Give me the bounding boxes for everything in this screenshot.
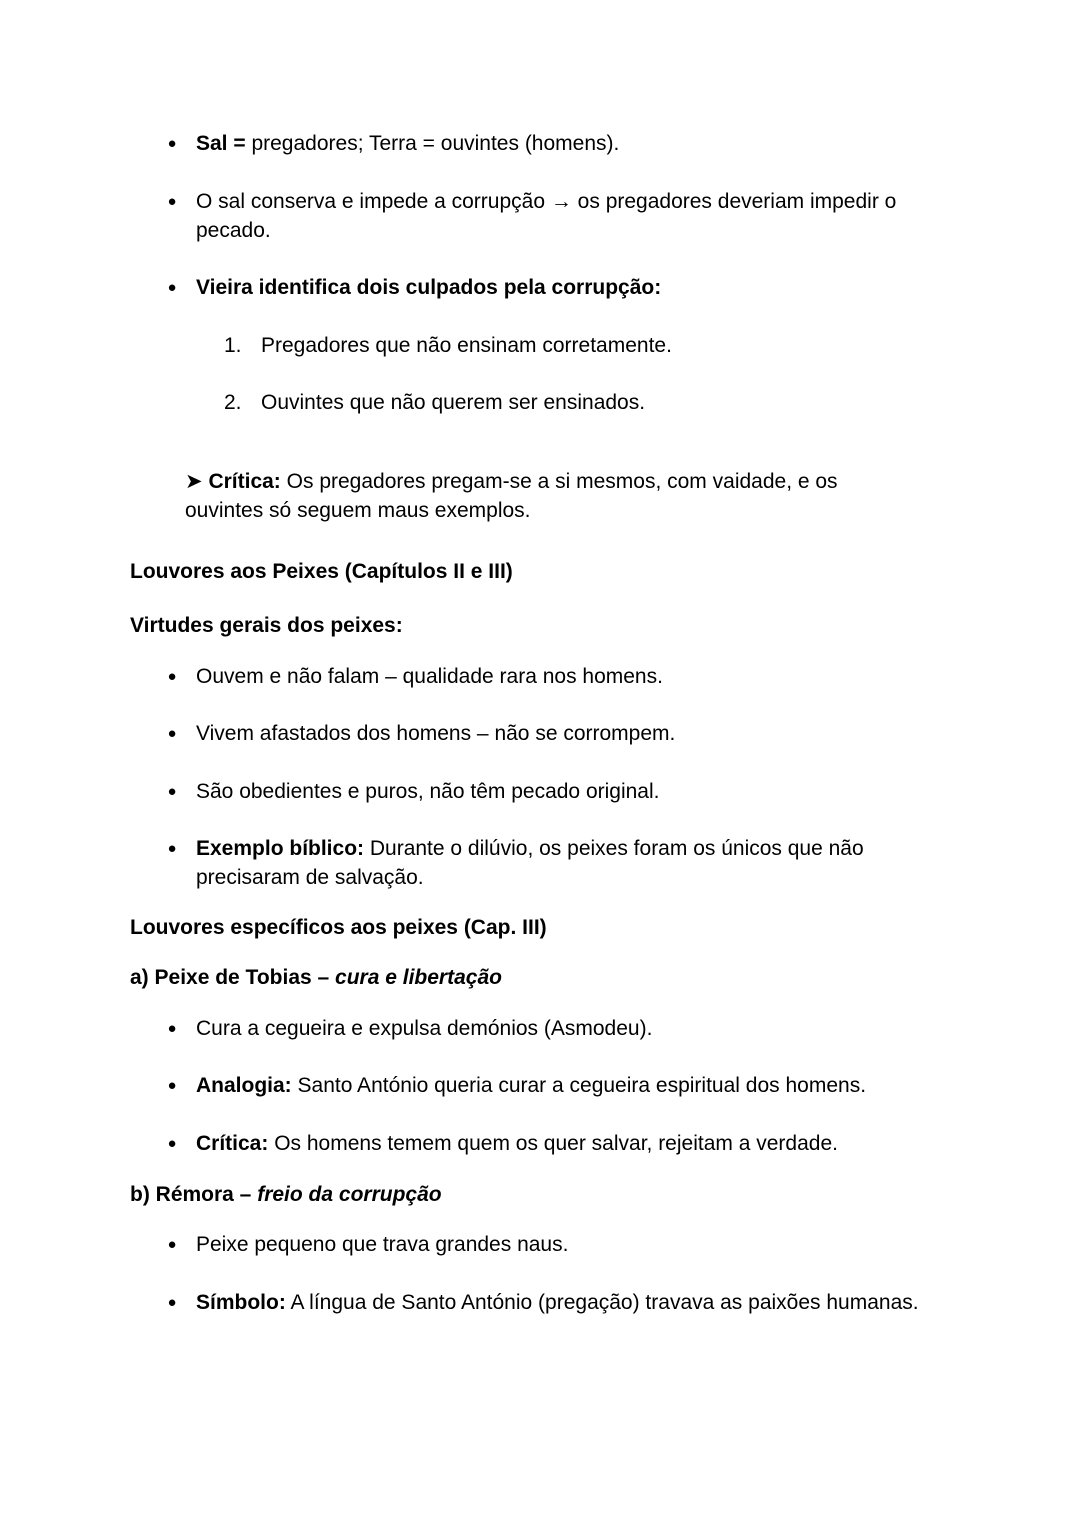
exemplo-label: Exemplo bíblico:	[196, 837, 365, 860]
critica-label: Crítica:	[196, 1132, 269, 1155]
list-item-tobias: Cura a cegueira e expulsa demónios (Asmodeu).	[196, 1017, 653, 1040]
bullet-dot: ●	[167, 1020, 177, 1037]
list-number: 1.	[224, 334, 242, 357]
subheading-italic: cura e libertação	[335, 966, 502, 989]
bullet-dot: ●	[167, 1294, 177, 1311]
arrow-icon: ➤	[185, 470, 203, 493]
list-item-exemplo-cont: precisaram de salvação.	[196, 866, 424, 889]
subheading-italic: freio da corrupção	[257, 1183, 442, 1206]
bullet-dot: ●	[167, 725, 177, 742]
subheading-bold: a) Peixe de Tobias –	[130, 966, 336, 989]
bullet-dot: ●	[167, 193, 177, 210]
bullet-dot: ●	[167, 668, 177, 685]
critica-paragraph-cont: ouvintes só seguem maus exemplos.	[185, 499, 531, 522]
simbolo-text: A língua de Santo António (pregação) travava as paixões humanas.	[285, 1291, 919, 1314]
subheading-tobias	[130, 963, 502, 992]
section-heading-especificos: Louvores específicos aos peixes (Cap. III)	[130, 916, 547, 939]
simbolo-label: Símbolo:	[196, 1291, 286, 1314]
list-item-critica	[196, 1129, 838, 1158]
list-item-virtude: Ouvem e não falam – qualidade rara nos homens.	[196, 665, 663, 688]
bullet-dot: ●	[167, 1135, 177, 1152]
subheading-remora	[130, 1180, 442, 1209]
bold-text: Sal =	[196, 132, 246, 155]
section-heading-virtudes: Virtudes gerais dos peixes:	[130, 614, 403, 637]
numbered-item-ouvintes: Ouvintes que não querem ser ensinados.	[261, 391, 646, 414]
analogia-text: Santo António queria curar a cegueira espiritual dos homens.	[291, 1074, 867, 1097]
bullet-dot: ●	[167, 279, 177, 296]
critica-paragraph	[185, 467, 838, 496]
analogia-label: Analogia:	[196, 1074, 292, 1097]
critica-text: Os pregadores pregam-se a si mesmos, com vaidade, e os	[280, 470, 838, 493]
numbered-item-pregadores: Pregadores que não ensinam corretamente.	[261, 334, 672, 357]
list-item-remora: Peixe pequeno que trava grandes naus.	[196, 1233, 569, 1256]
bullet-dot: ●	[167, 840, 177, 857]
list-item-sal-conserva-cont: pecado.	[196, 219, 271, 242]
list-item-sal-conserva: O sal conserva e impede a corrupção → os pregadores deveriam impedir o	[196, 190, 897, 213]
bullet-dot: ●	[167, 1236, 177, 1253]
list-item-virtude: Vivem afastados dos homens – não se corrompem.	[196, 722, 676, 745]
list-item-simbolo	[196, 1288, 919, 1317]
item-text: pregadores; Terra = ouvintes (homens).	[245, 132, 620, 155]
list-item-exemplo	[196, 834, 864, 863]
critica-text: Os homens temem quem os quer salvar, rejeitam a verdade.	[268, 1132, 838, 1155]
list-item-virtude: São obedientes e puros, não têm pecado original.	[196, 780, 660, 803]
bullet-dot: ●	[167, 135, 177, 152]
bullet-dot: ●	[167, 1077, 177, 1094]
critica-label: Crítica:	[208, 470, 281, 493]
list-item-analogia	[196, 1071, 866, 1100]
bullet-dot: ●	[167, 783, 177, 800]
section-heading-louvores: Louvores aos Peixes (Capítulos II e III)	[130, 560, 513, 583]
exemplo-text: Durante o dilúvio, os peixes foram os únicos que não	[364, 837, 864, 860]
list-item-culpados: Vieira identifica dois culpados pela corrupção:	[196, 276, 662, 299]
subheading-bold: b) Rémora –	[130, 1183, 258, 1206]
list-item-sal	[196, 129, 619, 158]
list-number: 2.	[224, 391, 242, 414]
